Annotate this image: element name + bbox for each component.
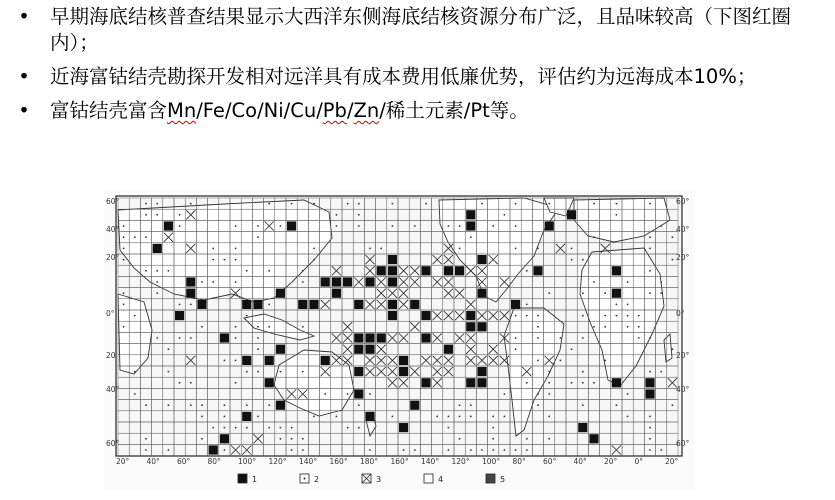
map-grid-cell (476, 254, 487, 265)
lon-label: 20° (665, 457, 679, 466)
lat-label-right: 20° (676, 253, 690, 262)
map-grid-cell (185, 276, 196, 287)
lon-label: 20° (604, 457, 618, 466)
map-grid-cell (241, 411, 252, 422)
svg-text:1: 1 (252, 475, 258, 484)
map-grid-cell (465, 209, 476, 220)
bullet-item-2 (14, 64, 829, 90)
lat-label-left: 40° (106, 385, 120, 394)
map-grid-cell (364, 332, 375, 343)
map-grid-cell (163, 220, 174, 231)
map-grid-cell (644, 377, 655, 388)
bullet-symbol: • (18, 99, 30, 122)
map-grid-cell (275, 400, 286, 411)
map-grid-cell (443, 344, 454, 355)
map-grid-cell (219, 433, 230, 444)
map-grid-cell (275, 288, 286, 299)
map-grid-cell (420, 310, 431, 321)
lat-label-left: 60° (106, 197, 120, 206)
bullet-item-3 (14, 98, 829, 124)
map-grid-cell (252, 299, 263, 310)
lat-label-left: 60° (106, 439, 120, 448)
lat-label-right: 40° (676, 225, 690, 234)
map-grid-cell (398, 355, 409, 366)
lon-label: 20° (116, 457, 130, 466)
map-grid-cell (544, 220, 555, 231)
map-grid-cell (465, 377, 476, 388)
map-grid-cell (398, 422, 409, 433)
bullet-symbol: • (18, 5, 30, 28)
lon-label: 140° (421, 457, 440, 466)
lon-label: 60° (543, 457, 557, 466)
map-grid-cell (454, 265, 465, 276)
map-grid-cell (241, 299, 252, 310)
svg-text:5: 5 (500, 475, 506, 484)
svg-text:2: 2 (314, 475, 320, 484)
lon-label: 60° (177, 457, 191, 466)
map-grid-cell (320, 355, 331, 366)
map-grid-cell (398, 366, 409, 377)
map-grid-cell (566, 209, 577, 220)
bullet-symbol: • (18, 65, 30, 88)
map-grid-cell (331, 288, 342, 299)
map-grid-cell (611, 265, 622, 276)
lon-label: 0° (634, 457, 644, 466)
map-grid-cell (376, 332, 387, 343)
svg-text:3: 3 (376, 475, 382, 484)
map-grid-cell (320, 276, 331, 287)
lat-label-left: 40° (106, 225, 120, 234)
map-grid-cell (241, 355, 252, 366)
map-grid-cell (577, 422, 588, 433)
lat-label-right: 60° (676, 439, 690, 448)
map-grid-cell (196, 299, 207, 310)
map-grid-cell (588, 433, 599, 444)
map-grid-cell (420, 377, 431, 388)
lon-label: 120° (451, 457, 470, 466)
map-grid-cell (476, 377, 487, 388)
map-grid-cell (331, 276, 342, 287)
map-grid-cell (387, 299, 398, 310)
nodule-distribution-map (104, 190, 694, 490)
lon-label: 160° (329, 457, 348, 466)
map-grid-cell (611, 377, 622, 388)
lon-label: 180° (360, 457, 379, 466)
map-grid-cell (420, 265, 431, 276)
map-grid-cell (364, 344, 375, 355)
lon-label: 120° (268, 457, 287, 466)
lon-label: 40° (146, 457, 160, 466)
map-grid-cell (264, 377, 275, 388)
map-grid-cell (476, 366, 487, 377)
lon-label: 140° (299, 457, 318, 466)
map-grid-cell (420, 332, 431, 343)
map-grid-cell (308, 299, 319, 310)
map-grid-cell (185, 288, 196, 299)
map-grid-cell (264, 355, 275, 366)
map-grid-cell (174, 310, 185, 321)
map-grid-cell (532, 265, 543, 276)
map-grid-cell (208, 444, 219, 455)
map-grid-cell (342, 276, 353, 287)
map-grid-cell (353, 299, 364, 310)
lat-label-left: 20° (106, 253, 120, 262)
map-grid-cell (353, 366, 364, 377)
map-grid-cell (409, 299, 420, 310)
bullet-text-3: 富钴结壳富含Mn/Fe/Co/Ni/Cu/Pb/Zn/稀土元素/Pt等。 (50, 99, 529, 122)
map-grid-cell (152, 243, 163, 254)
map-grid-cell (644, 388, 655, 399)
bullet-list (14, 4, 829, 132)
map-grid-cell (409, 400, 420, 411)
map-grid-cell (611, 288, 622, 299)
lon-label: 100° (482, 457, 501, 466)
map-grid-cell (353, 344, 364, 355)
map-grid-cell (465, 321, 476, 332)
map-grid-cell (387, 276, 398, 287)
lon-label: 80° (207, 457, 221, 466)
map-grid-cell (297, 299, 308, 310)
lat-label-left: 20 (106, 351, 116, 360)
bullet-item-1 (14, 4, 829, 56)
lon-label: 100° (238, 457, 257, 466)
map-grid-cell (510, 299, 521, 310)
lat-label-right: 60° (676, 197, 690, 206)
lat-label-right: 0° (676, 309, 685, 318)
map-grid-cell (286, 220, 297, 231)
lon-label: 80° (512, 457, 526, 466)
madagascar-landmass (664, 334, 672, 362)
bullet-text-1: 早期海底结核普查结果显示大西洋东侧海底结核资源分布广泛，且品味较高（下图红圈内）； (50, 5, 792, 54)
map-grid-cell (376, 265, 387, 276)
map-grid-cell (219, 332, 230, 343)
map-grid-cell (364, 276, 375, 287)
lat-label-left: 0° (106, 309, 115, 318)
map-grid-cell (387, 265, 398, 276)
map-grid-cell (353, 332, 364, 343)
map-grid-cell (476, 321, 487, 332)
map-grid-cell (387, 310, 398, 321)
map-grid-cell (443, 265, 454, 276)
lat-label-right: 20° (676, 351, 690, 360)
map-grid-cell (387, 254, 398, 265)
bullet-text-2: 近海富钴结壳勘探开发相对远洋具有成本费用低廉优势，评估约为远海成本10%； (50, 65, 757, 88)
map-grid-cell (275, 344, 286, 355)
map-grid-cell (465, 220, 476, 231)
map-grid-cell (353, 388, 364, 399)
map-grid-cell (364, 411, 375, 422)
map-grid-cell (476, 288, 487, 299)
svg-text:4: 4 (438, 475, 444, 484)
lon-label: 40° (573, 457, 587, 466)
lat-label-right: 40° (676, 385, 690, 394)
map-grid-cell (465, 310, 476, 321)
lon-label: 160° (390, 457, 409, 466)
